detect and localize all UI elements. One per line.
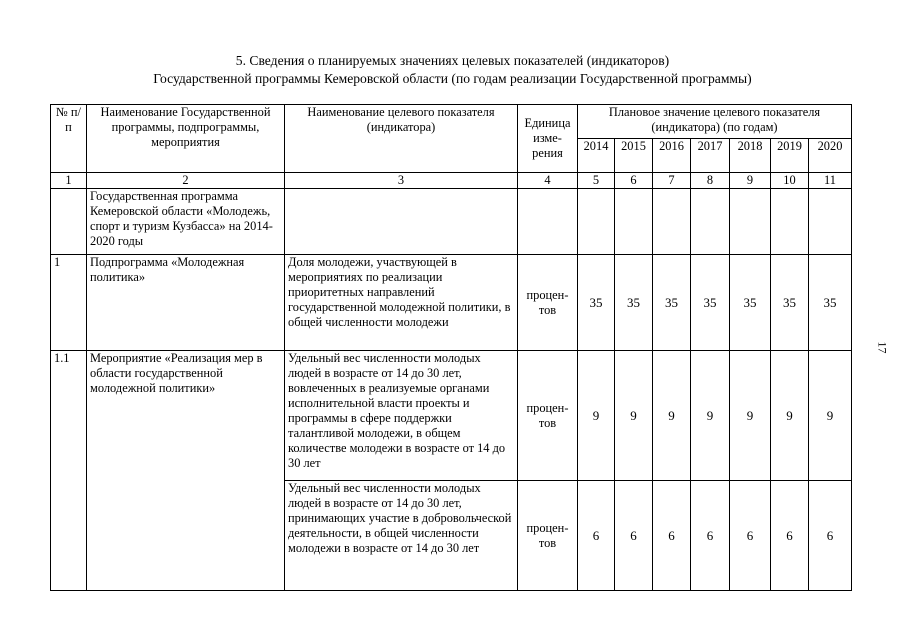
row-num xyxy=(51,189,87,255)
value-cell: 9 xyxy=(809,351,852,481)
value-cell xyxy=(730,189,771,255)
column-number: 8 xyxy=(691,173,730,189)
value-cell: 9 xyxy=(615,351,653,481)
column-number: 10 xyxy=(771,173,809,189)
row-program-name: Подпрограмма «Молодежная политика» xyxy=(87,255,285,351)
value-cell: 6 xyxy=(771,481,809,591)
value-cell xyxy=(771,189,809,255)
value-cell xyxy=(653,189,691,255)
row-indicator: Доля молодежи, участвующей в мероприятиях по реализации приоритетных направлений государственной молодежной политики, в общей численности молодежи xyxy=(285,255,518,351)
value-cell: 9 xyxy=(730,351,771,481)
row-unit: процен-тов xyxy=(518,255,578,351)
row-unit xyxy=(518,189,578,255)
value-cell: 35 xyxy=(771,255,809,351)
table-row xyxy=(51,255,852,351)
value-cell: 35 xyxy=(691,255,730,351)
row-indicator: Удельный вес численности молодых людей в возрасте от 14 до 30 лет, принимающих участие в добровольческой деятельности, в общей численности молодежи в возрасте от 14 до 30 лет xyxy=(285,481,518,591)
column-number: 1 xyxy=(51,173,87,189)
value-cell: 9 xyxy=(653,351,691,481)
column-number: 2 xyxy=(87,173,285,189)
table-row xyxy=(51,351,852,481)
header-program-name: Наименование Государственной программы, подпрограммы, мероприятия xyxy=(87,105,285,173)
value-cell: 9 xyxy=(691,351,730,481)
row-program-name: Государственная программа Кемеровской области «Молодежь, спорт и туризм Кузбасса» на 2014-2020 годы xyxy=(87,189,285,255)
row-unit: процен-тов xyxy=(518,351,578,481)
page-number: 17 xyxy=(875,341,890,354)
table-row xyxy=(51,189,852,255)
row-indicator: Удельный вес численности молодых людей в возрасте от 14 до 30 лет, вовлеченных в реализуемые органами исполнительной власти проекты и программы в сфере поддержки талантливой молодежи, в общем количестве молодежи в возрасте от 14 до 30 лет xyxy=(285,351,518,481)
value-cell: 35 xyxy=(809,255,852,351)
column-numbers-row xyxy=(51,173,852,189)
column-number: 6 xyxy=(615,173,653,189)
value-cell: 6 xyxy=(809,481,852,591)
value-cell: 9 xyxy=(771,351,809,481)
row-program-name: Мероприятие «Реализация мер в области государственной молодежной политики» xyxy=(87,351,285,591)
header-year: 2015 xyxy=(615,139,653,173)
value-cell: 9 xyxy=(578,351,615,481)
value-cell xyxy=(578,189,615,255)
header-year: 2014 xyxy=(578,139,615,173)
header-plan-values: Плановое значение целевого показателя (индикатора) (по годам) xyxy=(578,105,852,139)
document-title-line-2: Государственной программы Кемеровской области (по годам реализации Государственной программы) xyxy=(153,71,752,86)
value-cell: 35 xyxy=(615,255,653,351)
value-cell: 35 xyxy=(653,255,691,351)
value-cell: 6 xyxy=(730,481,771,591)
row-num: 1.1 xyxy=(51,351,87,591)
value-cell xyxy=(691,189,730,255)
value-cell: 35 xyxy=(730,255,771,351)
value-cell xyxy=(615,189,653,255)
column-number: 3 xyxy=(285,173,518,189)
header-unit: Единица изме-рения xyxy=(518,105,578,173)
value-cell: 6 xyxy=(578,481,615,591)
row-unit: процен-тов xyxy=(518,481,578,591)
column-number: 11 xyxy=(809,173,852,189)
column-number: 7 xyxy=(653,173,691,189)
row-num: 1 xyxy=(51,255,87,351)
header-year: 2016 xyxy=(653,139,691,173)
header-indicator-name: Наименование целевого показателя (индикатора) xyxy=(285,105,518,173)
header-year: 2017 xyxy=(691,139,730,173)
column-number: 4 xyxy=(518,173,578,189)
header-year: 2018 xyxy=(730,139,771,173)
indicators-table xyxy=(50,104,852,591)
value-cell: 6 xyxy=(615,481,653,591)
header-year: 2020 xyxy=(809,139,852,173)
value-cell xyxy=(809,189,852,255)
value-cell: 6 xyxy=(653,481,691,591)
column-number: 9 xyxy=(730,173,771,189)
header-year: 2019 xyxy=(771,139,809,173)
value-cell: 6 xyxy=(691,481,730,591)
column-number: 5 xyxy=(578,173,615,189)
value-cell: 35 xyxy=(578,255,615,351)
row-indicator xyxy=(285,189,518,255)
document-title-line-1: 5. Сведения о планируемых значениях целевых показателей (индикаторов) xyxy=(235,53,670,68)
header-num: № п/п xyxy=(51,105,87,173)
